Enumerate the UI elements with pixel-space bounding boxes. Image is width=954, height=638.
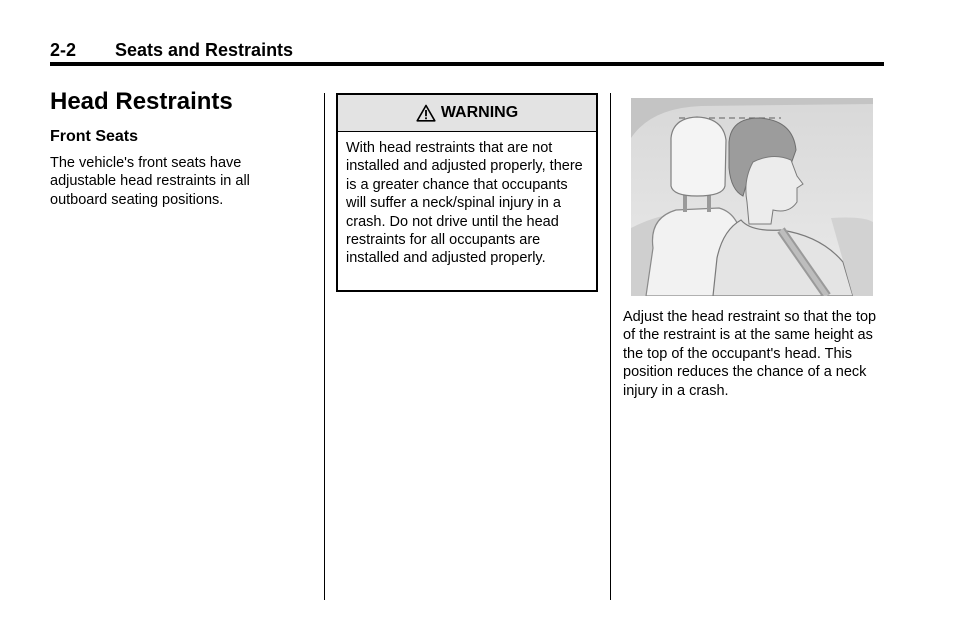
section-title: Head Restraints (50, 88, 233, 115)
column-divider-right (610, 93, 611, 600)
warning-header (338, 95, 596, 132)
figure-caption: Adjust the head restraint so that the top of the restraint is at the same height as the top of the occupant's head. This position reduces the chance of a neck injury in a crash. (623, 309, 877, 399)
head-restraint-illustration (631, 98, 873, 296)
warning-text: With head restraints that are not installed and adjusted properly, there is a greater chance that occupants will suffer a neck/spinal injury in a crash. Do not drive until the head restraints for all occupants are installed and adjusted properly. (346, 140, 583, 267)
warning-triangle-icon (416, 104, 436, 122)
column-divider-left (324, 93, 325, 600)
warning-label: WARNING (440, 104, 519, 121)
page-number: 2-2 (50, 40, 77, 60)
running-header (50, 40, 884, 64)
intro-paragraph: The vehicle's front seats have adjustable head restraints in all outboard seating positions. (50, 155, 250, 208)
chapter-title: Seats and Restraints (115, 40, 294, 60)
subsection-title: Front Seats (50, 128, 139, 145)
warning-box (336, 93, 598, 292)
header-rule (50, 62, 884, 66)
